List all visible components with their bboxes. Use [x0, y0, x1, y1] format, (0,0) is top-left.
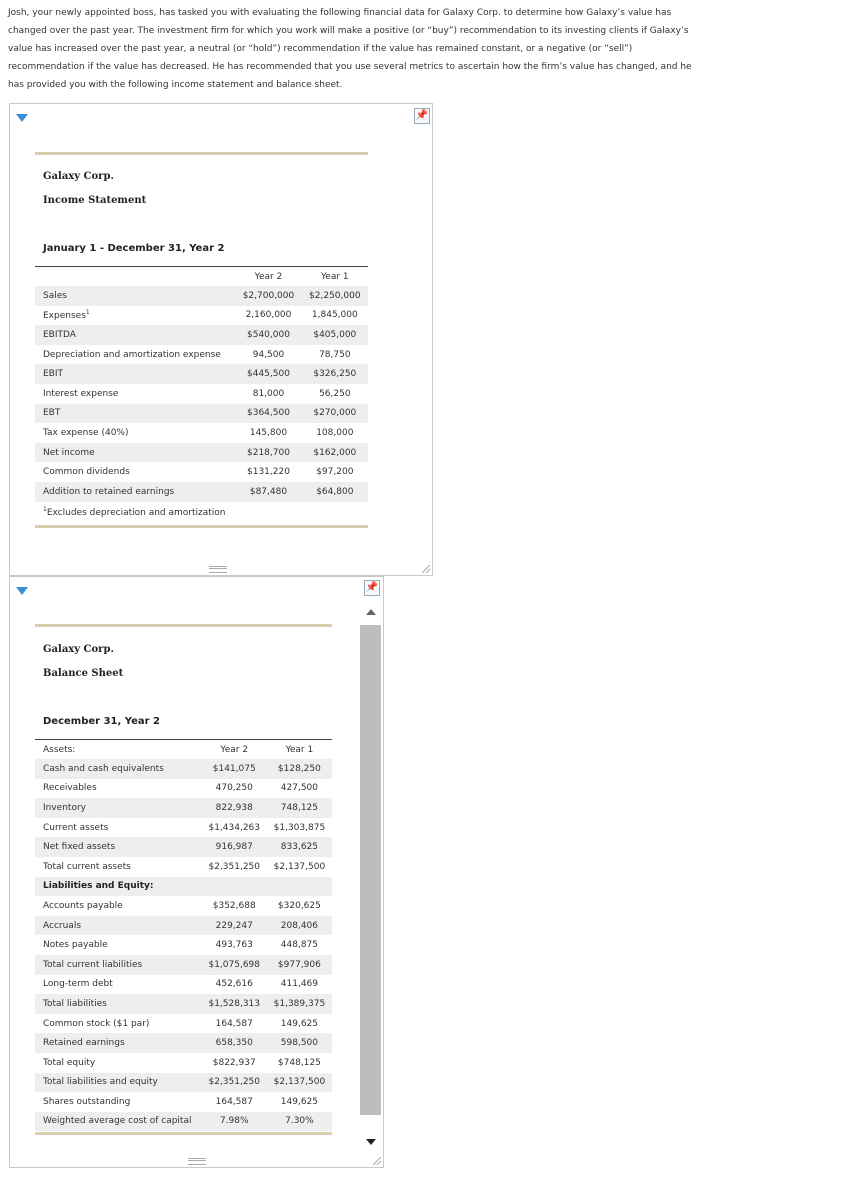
year1-value: $2,137,500: [273, 861, 326, 872]
table-row: [35, 443, 368, 463]
year1-value: 448,875: [280, 940, 319, 951]
year2-value: $2,351,250: [208, 861, 260, 872]
table-row: [35, 1092, 332, 1112]
year1-value: 833,625: [267, 837, 332, 857]
year1-value: 149,625: [280, 1018, 319, 1029]
year2-value: 164,587: [215, 1096, 253, 1107]
year1-value: $326,250: [302, 364, 368, 384]
year1-value: 598,500: [267, 1033, 332, 1053]
intro-paragraph: Josh, your newly appointed boss, has tasked you with evaluating the following financial data for Galaxy Corp. to determine how Galaxy’s value has changed over the past year. The investment firm for which you work will make a positive (or “buy”) recommendation to its investing clients if Galaxy’s value has increased over the past year, a neutral (or “hold”) recommendation if the value has remained constant, or a negative (or “sell”) recommendation if the value has decreased. He has recommended that you use several metrics to ascertain how the firm’s value has changed, and he has provided you with the following income statement and balance sheet.: [8, 8, 692, 90]
year1-value: $270,000: [302, 404, 368, 424]
year2-value: 164,587: [215, 1018, 253, 1029]
year2-value: Year 2: [220, 744, 249, 755]
table-row: [35, 1073, 332, 1093]
year2-value: 916,987: [202, 837, 267, 857]
scroll-up-icon[interactable]: [366, 609, 376, 615]
year2-value: 493,763: [215, 940, 253, 951]
year1-value: $2,250,000: [302, 286, 368, 306]
year2-value: $540,000: [235, 325, 301, 345]
table-row: [35, 818, 332, 838]
header-row: [35, 740, 332, 760]
table-row: [35, 837, 332, 857]
year2-value: 658,350: [202, 1033, 267, 1053]
row-label: Liabilities and Equity:: [35, 877, 202, 897]
table-row: [35, 364, 368, 384]
company-name: Galaxy Corp.: [43, 644, 114, 655]
resize-corner-icon[interactable]: [373, 1157, 381, 1165]
row-label: Accounts payable: [43, 900, 123, 911]
row-label: Weighted average cost of capital: [35, 1112, 202, 1132]
year2-value: 94,500: [252, 349, 285, 360]
row-label: [35, 267, 235, 287]
footnote: $^1$Excludes depreciation and amortization: [43, 506, 226, 518]
income-statement-panel: [9, 103, 433, 576]
year2-value: 7.98%: [202, 1112, 267, 1132]
resize-grip-icon[interactable]: [209, 566, 227, 573]
year1-value: $64,800: [302, 482, 368, 502]
year2-value: $352,688: [212, 900, 256, 911]
table-row: [35, 482, 368, 502]
year2-value: $1,528,313: [202, 994, 267, 1014]
row-label: Shares outstanding: [43, 1096, 131, 1107]
table-row: [35, 994, 332, 1014]
year2-value: Year 2: [254, 271, 283, 282]
year1-value: 78,750: [319, 349, 351, 360]
year1-value: 1,845,000: [311, 310, 358, 321]
table-row: [35, 462, 368, 482]
row-label: Total current assets: [43, 861, 131, 872]
row-label: Inventory: [35, 798, 202, 818]
year2-value: 822,938: [202, 798, 267, 818]
year1-value: $2,137,500: [267, 1073, 332, 1093]
year2-value: 2,160,000: [245, 310, 292, 321]
year2-value: 229,247: [202, 916, 267, 936]
table-row: [35, 384, 368, 404]
table-row: [35, 975, 332, 995]
collapse-triangle-icon[interactable]: [16, 114, 28, 122]
year2-value: $1,434,263: [208, 822, 260, 833]
year2-value: $141,075: [202, 759, 267, 779]
year2-value: $445,500: [235, 364, 301, 384]
balance-table: [35, 739, 332, 1131]
bottom-rule: [35, 525, 368, 528]
row-label: Long-term debt: [43, 979, 113, 990]
scrollbar-track[interactable]: [360, 625, 381, 1115]
pin-icon[interactable]: 📌: [414, 108, 430, 124]
year1-value: $162,000: [302, 443, 368, 463]
statement-period: December 31, Year 2: [43, 716, 160, 727]
year2-value: $1,075,698: [202, 955, 267, 975]
year2-value: 145,800: [249, 427, 288, 438]
year2-value: [202, 877, 267, 897]
year1-value: Year 1: [320, 271, 349, 282]
row-label: Total liabilities and equity: [35, 1073, 202, 1093]
year1-value: 149,625: [280, 1096, 319, 1107]
row-label: Expenses$^1$: [43, 309, 90, 322]
row-label: Assets:: [43, 744, 76, 755]
row-label: Retained earnings: [35, 1033, 202, 1053]
year1-value: 108,000: [316, 427, 354, 438]
top-rule: [35, 152, 368, 155]
row-label: Receivables: [43, 783, 97, 794]
row-label: Accruals: [35, 916, 202, 936]
table-row: [35, 423, 368, 443]
year1-value: $97,200: [316, 467, 354, 478]
table-row: [35, 916, 332, 936]
row-label: EBT: [35, 404, 235, 424]
year1-value: $128,250: [267, 759, 332, 779]
year2-value: $364,500: [235, 404, 301, 424]
year1-value: 427,500: [280, 783, 319, 794]
row-label: Common dividends: [43, 467, 130, 478]
table-row: [35, 935, 332, 955]
row-label: EBIT: [35, 364, 235, 384]
table-row: [35, 759, 332, 779]
row-label: Notes payable: [43, 940, 108, 951]
row-label: Net income: [35, 443, 235, 463]
year1-value: 56,250: [319, 388, 351, 399]
table-row: [35, 345, 368, 365]
year2-value: $822,937: [212, 1057, 256, 1068]
row-label: Total liabilities: [35, 994, 202, 1014]
row-label: Total current liabilities: [35, 955, 202, 975]
scroll-down-icon[interactable]: [366, 1139, 376, 1145]
header-row: [35, 267, 368, 287]
table-row: [35, 1014, 332, 1034]
year1-value: $405,000: [302, 325, 368, 345]
collapse-triangle-icon[interactable]: [16, 587, 28, 595]
income-table: [35, 266, 368, 502]
year2-value: 81,000: [252, 388, 285, 399]
table-row: [35, 779, 332, 799]
section-header: [35, 877, 332, 897]
row-label: Cash and cash equivalents: [35, 759, 202, 779]
row-label: Sales: [35, 286, 235, 306]
table-row: [35, 404, 368, 424]
top-rule: [35, 624, 332, 627]
bottom-rule: [35, 1132, 332, 1135]
row-label: Net fixed assets: [35, 837, 202, 857]
row-label: EBITDA: [35, 325, 235, 345]
table-row: [35, 857, 332, 877]
table-row: [35, 798, 332, 818]
statement-title: Balance Sheet: [43, 668, 124, 679]
resize-corner-icon[interactable]: [422, 565, 430, 573]
row-label: Total equity: [43, 1057, 96, 1068]
table-row: [35, 286, 368, 306]
year1-value: $1,303,875: [273, 822, 326, 833]
row-label: Current assets: [43, 822, 109, 833]
year1-value: $1,389,375: [267, 994, 332, 1014]
year1-value: $320,625: [277, 900, 321, 911]
year2-value: $218,700: [235, 443, 301, 463]
table-row: [35, 896, 332, 916]
company-name: Galaxy Corp.: [43, 171, 114, 182]
table-row: [35, 955, 332, 975]
balance-sheet-panel: [9, 576, 384, 1168]
year1-value: [267, 877, 332, 897]
table-row: [35, 1053, 332, 1073]
year2-value: 470,250: [215, 783, 253, 794]
year1-value: 748,125: [267, 798, 332, 818]
row-label: Common stock ($1 par): [43, 1018, 150, 1029]
table-row: [35, 306, 368, 326]
year1-value: $748,125: [277, 1057, 321, 1068]
year1-value: 7.30%: [267, 1112, 332, 1132]
year2-value: 452,616: [215, 979, 253, 990]
year1-value: $977,906: [267, 955, 332, 975]
year2-value: $2,351,250: [202, 1073, 267, 1093]
statement-title: Income Statement: [43, 195, 147, 206]
year2-value: $131,220: [247, 467, 290, 478]
year2-value: $2,700,000: [235, 286, 301, 306]
statement-period: January 1 - December 31, Year 2: [43, 243, 225, 254]
year2-value: $87,480: [235, 482, 301, 502]
table-row: [35, 325, 368, 345]
row-label: Interest expense: [43, 388, 119, 399]
row-label: Depreciation and amortization expense: [43, 349, 221, 360]
year1-value: 411,469: [280, 979, 319, 990]
table-row: [35, 1033, 332, 1053]
row-label: Addition to retained earnings: [35, 482, 235, 502]
year1-value: Year 1: [285, 744, 314, 755]
pin-icon[interactable]: 📌: [364, 580, 380, 596]
year1-value: 208,406: [267, 916, 332, 936]
row-label: Tax expense (40%): [43, 427, 129, 438]
resize-grip-icon[interactable]: [188, 1158, 206, 1165]
table-row: [35, 1112, 332, 1132]
